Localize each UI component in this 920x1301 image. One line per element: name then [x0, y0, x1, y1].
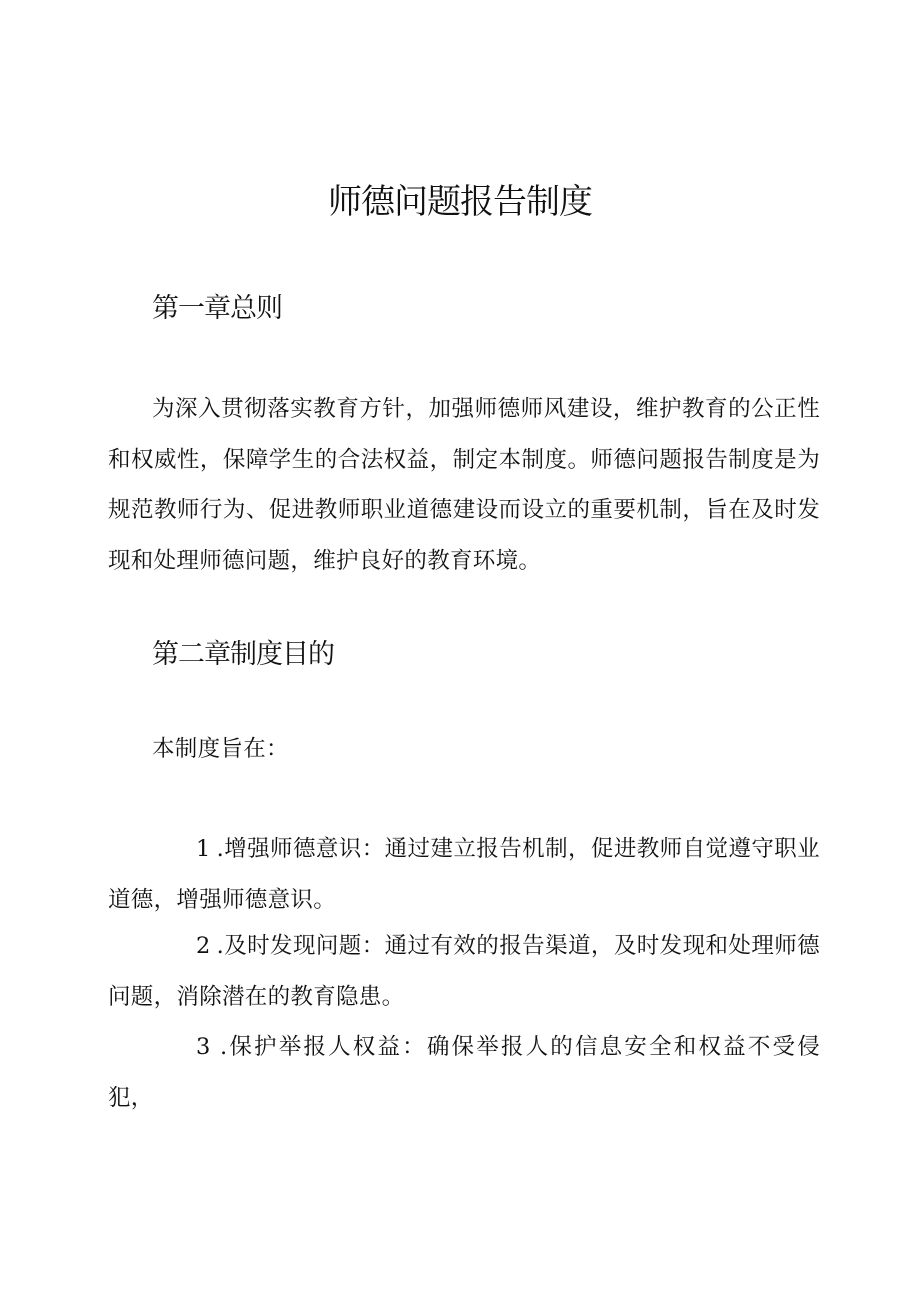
document-title: 师德问题报告制度	[328, 182, 592, 222]
list-item	[108, 1022, 820, 1123]
list-item	[108, 921, 820, 1022]
list-item-number: 3	[196, 1034, 211, 1060]
chapter1-paragraph: 为深入贯彻落实教育方针，加强师德师风建设，维护教育的公正性和权威性，保障学生的合法权益，制定本制度。师德问题报告制度是为规范教师行为、促进教师职业道德建设而设立的重要机制，旨在及时发现和处理师德问题，维护良好的教育环境。	[108, 396, 820, 574]
list-item-text: .及时发现问题：通过有效的报告渠道，及时发现和处理师德问题，消除潜在的教育隐患。	[108, 933, 820, 1010]
list-item	[108, 824, 820, 925]
list-item-text: .保护举报人权益：确保举报人的信息安全和权益不受侵犯，	[108, 1034, 820, 1111]
chapter-heading-purpose: 第二章制度目的	[152, 639, 334, 670]
list-item-text: .增强师德意识：通过建立报告机制，促进教师自觉遵守职业道德，增强师德意识。	[108, 836, 820, 913]
list-item-number: 1	[196, 836, 211, 862]
chapter2-intro: 本制度旨在：	[152, 736, 289, 762]
chapter-heading-general: 第一章总则	[152, 293, 282, 324]
list-item-number: 2	[196, 933, 211, 959]
